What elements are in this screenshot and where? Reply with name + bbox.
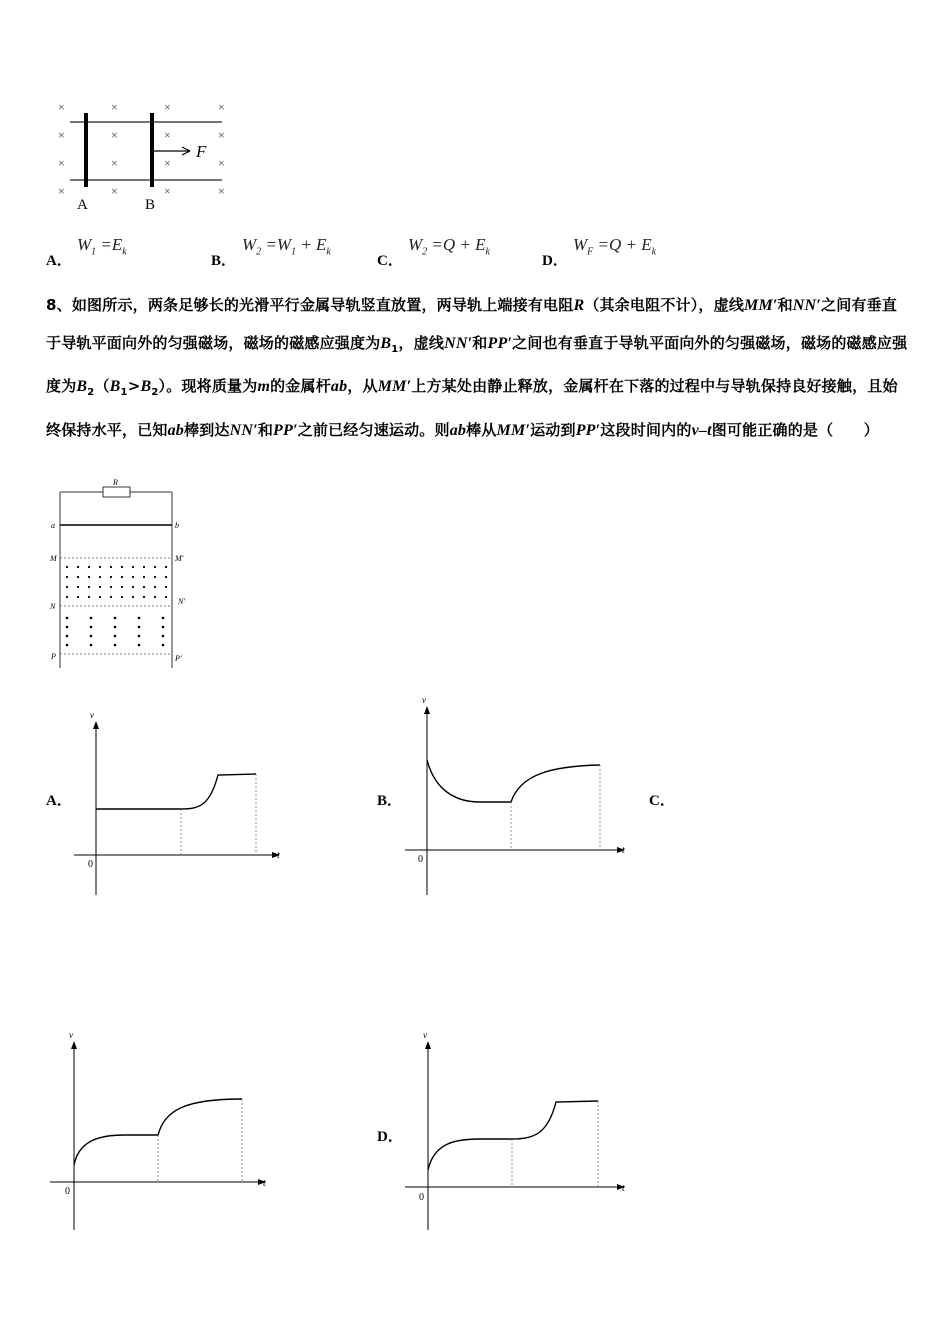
field-dot — [143, 596, 145, 598]
q-symbol: PP′ — [273, 421, 298, 439]
prev-option-a-label[interactable]: A． — [46, 253, 72, 269]
field-dot — [154, 586, 156, 588]
q-text-part: 之间有垂直于导轨平面向外的匀强磁场，磁场的磁感应强度为 — [46, 296, 898, 352]
q-text-part: ，从 — [347, 377, 378, 395]
field-dot — [165, 566, 167, 568]
q-sub: 1 — [120, 387, 128, 398]
field-cross: × — [164, 156, 171, 170]
field-dot — [66, 617, 69, 620]
v-axis-arrow — [93, 721, 99, 729]
q-sub: 2 — [151, 387, 159, 398]
field-dot — [154, 596, 156, 598]
graph-b — [400, 690, 635, 900]
field-dot — [138, 644, 141, 647]
question-number: 8、 — [46, 296, 72, 314]
bar-a-label: A — [77, 197, 88, 213]
q-symbol: B — [109, 378, 121, 395]
origin-label: 0 — [65, 1186, 70, 1197]
field-dot — [143, 566, 145, 568]
field-dot — [66, 586, 68, 588]
field-cross: × — [164, 184, 171, 198]
resistor-label: R — [113, 478, 118, 487]
q-symbol: ab — [167, 421, 185, 439]
formula-sub: k — [651, 246, 657, 258]
formula-sub: k — [122, 246, 127, 258]
graph-option-b-label[interactable]: B． — [377, 793, 403, 809]
field-dot — [114, 644, 117, 647]
prev-option-b-label[interactable]: B． — [211, 253, 237, 269]
field-dot — [90, 635, 93, 638]
q-symbol: NN′ — [444, 334, 473, 352]
field-cross: × — [218, 100, 225, 114]
field-dot — [90, 626, 93, 629]
q-symbol: R — [573, 297, 585, 314]
vt-curve — [96, 774, 256, 809]
field-dot — [143, 586, 145, 588]
field-dot — [154, 576, 156, 578]
q-text-part: （ — [94, 377, 110, 395]
field-dot — [88, 586, 90, 588]
v-axis-label: v — [90, 710, 94, 720]
origin-label: 0 — [88, 859, 93, 870]
formula-sub: 1 — [91, 246, 97, 258]
field-cross: × — [164, 100, 171, 114]
q-symbol: MM′ — [377, 378, 412, 395]
field-dot — [88, 576, 90, 578]
t-axis-label: t — [263, 1178, 266, 1189]
v-axis-label: v — [69, 1030, 73, 1040]
field-b1-dots — [66, 566, 167, 598]
graph-option-a-label[interactable]: A． — [46, 793, 72, 809]
graph-option-c-label[interactable]: C． — [649, 793, 675, 809]
origin-label: 0 — [419, 1192, 424, 1203]
prev-option-c-formula — [408, 235, 490, 257]
q-text-part: （其余电阻不计），虚线 — [584, 296, 745, 314]
field-dot — [99, 576, 101, 578]
t-axis-label: t — [277, 850, 280, 861]
field-dot — [66, 576, 68, 578]
q-symbol: m — [257, 378, 271, 395]
label-b: b — [175, 521, 179, 530]
field-cross: × — [58, 184, 65, 198]
field-dot — [121, 566, 123, 568]
field-dot — [121, 596, 123, 598]
field-dot — [77, 586, 79, 588]
q-symbol: PP′ — [575, 421, 601, 439]
formula-part: =E — [100, 235, 123, 254]
force-label: F — [196, 142, 207, 161]
origin-label: 0 — [418, 854, 423, 865]
field-dot — [110, 576, 112, 578]
q-symbol: ab — [449, 421, 467, 439]
field-cross: × — [111, 156, 118, 170]
field-dot — [110, 566, 112, 568]
field-dot — [66, 644, 69, 647]
field-dot — [66, 635, 69, 638]
q-text-part: 的金属杆 — [270, 377, 331, 395]
formula-part: W — [408, 235, 423, 254]
field-cross: × — [58, 128, 65, 142]
graph-c — [45, 1025, 275, 1235]
formula-sub: k — [326, 246, 331, 258]
q-symbol: ab — [330, 378, 348, 395]
formula-part: =W — [265, 235, 292, 254]
resistor — [103, 487, 130, 497]
field-cross: × — [218, 128, 225, 142]
q-symbol: B — [380, 334, 392, 352]
field-dot — [165, 596, 167, 598]
rail-figure — [50, 95, 240, 215]
field-dot — [165, 586, 167, 588]
field-dot — [132, 596, 134, 598]
q-text-part: 图可能正确的是（ ） — [711, 420, 879, 439]
bar-b-label: B — [145, 197, 156, 213]
field-dot — [132, 566, 134, 568]
q-text-part: 和 — [777, 296, 793, 314]
field-dot — [114, 635, 117, 638]
vt-curve — [428, 1101, 598, 1170]
v-axis-arrow — [424, 706, 430, 714]
prev-option-d-formula — [573, 235, 656, 257]
q-text-part: 和 — [257, 420, 274, 439]
field-dot — [143, 576, 145, 578]
field-dot — [66, 626, 69, 629]
field-dot — [88, 596, 90, 598]
q-text-part: 运动到 — [530, 420, 576, 439]
field-dot — [90, 617, 93, 620]
q-text-part: 如图所示，两条足够长的光滑平行金属导轨竖直放置，两导轨上端接有电阻 — [71, 296, 574, 314]
field-dot — [121, 586, 123, 588]
q-symbol: MM′ — [496, 421, 531, 439]
field-dot — [138, 635, 141, 638]
field-dot — [162, 635, 165, 638]
field-dot — [110, 586, 112, 588]
field-dot — [99, 586, 101, 588]
field-dot — [114, 617, 117, 620]
field-dot — [162, 644, 165, 647]
field-cross: × — [218, 156, 225, 170]
label-n-prime: N′ — [178, 597, 186, 606]
vt-curve — [427, 760, 600, 802]
field-dot — [90, 644, 93, 647]
graph-d — [400, 1025, 635, 1235]
formula-sub: 1 — [291, 246, 297, 258]
q-text-part: 棒到达 — [184, 420, 230, 439]
label-p-prime: P′ — [175, 654, 182, 663]
field-dot — [138, 617, 141, 620]
label-m: M — [50, 554, 57, 563]
prev-option-d-label[interactable]: D． — [542, 253, 568, 269]
field-dot — [154, 566, 156, 568]
field-cross: × — [111, 128, 118, 142]
label-n: N — [50, 602, 56, 611]
formula-sub: k — [485, 246, 490, 258]
field-dot — [162, 617, 165, 620]
field-cross: × — [111, 100, 118, 114]
q-symbol: v–t — [691, 421, 712, 439]
t-axis-label: t — [622, 1183, 625, 1194]
field-dot — [66, 596, 68, 598]
q-text-part: ，虚线 — [398, 333, 445, 352]
formula-sub: 2 — [256, 246, 262, 258]
formula-sub: 2 — [422, 246, 428, 258]
field-dot — [121, 576, 123, 578]
field-dot — [77, 596, 79, 598]
formula-part: W — [77, 235, 92, 254]
formula-part: W — [573, 235, 588, 254]
formula-part: + E — [300, 235, 327, 254]
t-axis-label: t — [622, 845, 625, 856]
field-dot — [88, 566, 90, 568]
prev-option-a-formula — [77, 235, 127, 257]
field-cross: × — [218, 184, 225, 198]
prev-option-c-label[interactable]: C． — [377, 253, 403, 269]
field-dot — [99, 596, 101, 598]
graph-option-d-label[interactable]: D． — [377, 1129, 403, 1145]
field-cross: × — [111, 184, 118, 198]
field-dot — [165, 576, 167, 578]
field-cross: × — [58, 156, 65, 170]
formula-sub: F — [587, 246, 594, 258]
q-symbol: MM′ — [744, 297, 778, 314]
field-cross: × — [58, 100, 65, 114]
field-dot — [138, 626, 141, 629]
q-text-part: 棒从 — [466, 420, 497, 439]
field-b2-dots — [66, 617, 165, 647]
v-axis-arrow — [71, 1041, 77, 1049]
label-a: a — [51, 521, 55, 530]
q-symbol: PP′ — [487, 334, 513, 352]
v-axis-label: v — [422, 695, 426, 705]
q-symbol: NN′ — [792, 297, 822, 314]
v-axis-arrow — [425, 1041, 431, 1049]
q-symbol: NN′ — [229, 421, 258, 439]
field-dot — [99, 566, 101, 568]
formula-part: W — [242, 235, 257, 254]
q-text-part: 这段时间内的 — [600, 420, 692, 439]
v-axis-label: v — [423, 1030, 427, 1040]
field-dot — [77, 576, 79, 578]
q-text-part: 之间也有垂直于导轨平面向外的匀强磁场，磁场的磁感应强度为 — [46, 333, 908, 395]
field-cross: × — [164, 128, 171, 142]
prev-option-b-formula — [242, 235, 331, 257]
q-symbol: B — [76, 378, 88, 395]
q-text-part: > — [127, 377, 141, 395]
field-dot — [77, 566, 79, 568]
q-symbol: B — [140, 378, 152, 395]
formula-part: =Q + E — [431, 235, 486, 254]
label-m-prime: M′ — [175, 554, 184, 563]
q-text-part: 之前已经匀速运动。则 — [297, 420, 450, 439]
field-dot — [66, 566, 68, 568]
field-dot — [162, 626, 165, 629]
field-dot — [110, 596, 112, 598]
q-sub: 1 — [391, 343, 399, 355]
formula-part: =Q + E — [597, 235, 652, 254]
question-8-text — [46, 287, 912, 449]
q-text-part: 和 — [472, 333, 488, 352]
label-p: P — [51, 652, 56, 661]
field-dot — [114, 626, 117, 629]
field-dot — [132, 576, 134, 578]
q-text-part: ）。现将质量为 — [158, 377, 258, 395]
graph-a — [70, 705, 290, 900]
q-text-part: 上方某处由静止释放，金属杆在下落的过程中与导轨保持良好接触，且始终保持水平，已知 — [46, 377, 898, 439]
q-sub: 2 — [87, 387, 95, 398]
circuit-figure — [48, 478, 198, 670]
field-dot — [132, 586, 134, 588]
